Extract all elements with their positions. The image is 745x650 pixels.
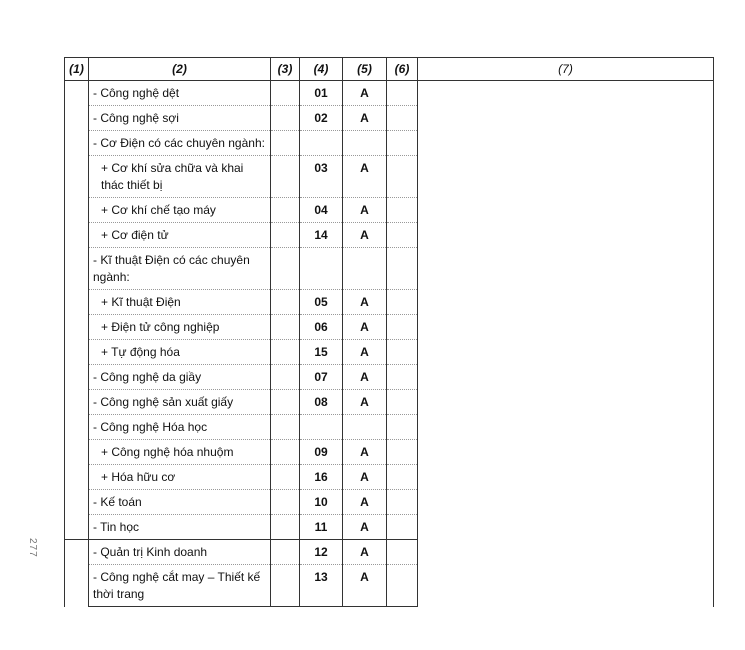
cell-col3 (271, 131, 300, 156)
cell-code: 06 (300, 315, 343, 340)
cell-program-name: - Công nghệ cắt may – Thiết kế thời trang (89, 565, 271, 607)
cell-col6 (387, 340, 418, 365)
cell-program-name: - Công nghệ Hóa học (89, 415, 271, 440)
cell-grade: A (343, 515, 387, 540)
cell-col6 (387, 465, 418, 490)
cell-program-name: + Công nghệ hóa nhuộm (89, 440, 271, 465)
cell-grade: A (343, 340, 387, 365)
cell-program-name: - Công nghệ da giầy (89, 365, 271, 390)
cell-code: 07 (300, 365, 343, 390)
cell-grade (343, 415, 387, 440)
cell-grade: A (343, 540, 387, 565)
cell-col6 (387, 131, 418, 156)
cell-col3 (271, 440, 300, 465)
cell-program-name: - Kế toán (89, 490, 271, 515)
cell-col3 (271, 340, 300, 365)
cell-col3 (271, 490, 300, 515)
cell-grade: A (343, 290, 387, 315)
cell-code: 12 (300, 540, 343, 565)
cell-col1 (65, 81, 89, 540)
cell-col3 (271, 223, 300, 248)
curriculum-table (64, 57, 714, 607)
cell-program-name: + Cơ khí sửa chữa và khai thác thiết bị (89, 156, 271, 198)
cell-col3 (271, 365, 300, 390)
page-number: 277 (27, 538, 38, 558)
cell-col3 (271, 156, 300, 198)
col-header-3: (3) (271, 58, 300, 81)
cell-program-name: - Kĩ thuật Điện có các chuyên ngành: (89, 248, 271, 290)
cell-grade: A (343, 198, 387, 223)
cell-code: 02 (300, 106, 343, 131)
cell-col3 (271, 81, 300, 106)
cell-col6 (387, 515, 418, 540)
cell-code: 11 (300, 515, 343, 540)
cell-grade: A (343, 465, 387, 490)
cell-col6 (387, 198, 418, 223)
cell-program-name: - Quản trị Kinh doanh (89, 540, 271, 565)
cell-col3 (271, 565, 300, 607)
cell-col6 (387, 290, 418, 315)
col-header-6: (6) (387, 58, 418, 81)
col-header-4: (4) (300, 58, 343, 81)
cell-program-name: + Cơ điện tử (89, 223, 271, 248)
cell-grade (343, 131, 387, 156)
cell-code (300, 131, 343, 156)
cell-grade: A (343, 156, 387, 198)
cell-col6 (387, 106, 418, 131)
cell-grade: A (343, 365, 387, 390)
cell-code: 05 (300, 290, 343, 315)
cell-col6 (387, 565, 418, 607)
cell-col3 (271, 290, 300, 315)
table-row (65, 81, 714, 106)
cell-program-name: - Công nghệ sợi (89, 106, 271, 131)
cell-program-name: - Cơ Điện có các chuyên ngành: (89, 131, 271, 156)
cell-grade: A (343, 390, 387, 415)
cell-col6 (387, 490, 418, 515)
cell-code: 01 (300, 81, 343, 106)
cell-code: 09 (300, 440, 343, 465)
cell-col6 (387, 248, 418, 290)
cell-code: 08 (300, 390, 343, 415)
cell-code: 16 (300, 465, 343, 490)
cell-program-name: - Công nghệ sản xuất giấy (89, 390, 271, 415)
cell-col6 (387, 315, 418, 340)
cell-col3 (271, 540, 300, 565)
header-row (65, 58, 714, 81)
cell-code: 13 (300, 565, 343, 607)
col-header-2: (2) (89, 58, 271, 81)
cell-col7 (418, 81, 714, 607)
cell-col3 (271, 390, 300, 415)
cell-col6 (387, 540, 418, 565)
col-header-7: (7) (418, 58, 714, 81)
cell-code (300, 415, 343, 440)
cell-code: 15 (300, 340, 343, 365)
cell-grade: A (343, 565, 387, 607)
cell-grade (343, 248, 387, 290)
cell-col6 (387, 440, 418, 465)
cell-col3 (271, 515, 300, 540)
cell-code: 03 (300, 156, 343, 198)
cell-program-name: + Kĩ thuật Điện (89, 290, 271, 315)
cell-program-name: - Công nghệ dệt (89, 81, 271, 106)
cell-grade: A (343, 81, 387, 106)
cell-col1 (65, 540, 89, 607)
cell-grade: A (343, 106, 387, 131)
cell-grade: A (343, 440, 387, 465)
cell-program-name: + Hóa hữu cơ (89, 465, 271, 490)
cell-col6 (387, 390, 418, 415)
cell-col3 (271, 248, 300, 290)
cell-col6 (387, 415, 418, 440)
cell-grade: A (343, 223, 387, 248)
cell-col3 (271, 415, 300, 440)
col-header-1: (1) (65, 58, 89, 81)
cell-col3 (271, 465, 300, 490)
cell-code: 14 (300, 223, 343, 248)
cell-grade: A (343, 315, 387, 340)
cell-grade: A (343, 490, 387, 515)
cell-col3 (271, 315, 300, 340)
cell-col6 (387, 365, 418, 390)
cell-col3 (271, 198, 300, 223)
cell-code: 10 (300, 490, 343, 515)
col-header-5: (5) (343, 58, 387, 81)
cell-code: 04 (300, 198, 343, 223)
cell-col6 (387, 156, 418, 198)
cell-program-name: + Điện tử công nghiệp (89, 315, 271, 340)
cell-col3 (271, 106, 300, 131)
cell-col6 (387, 223, 418, 248)
cell-program-name: + Cơ khí chế tạo máy (89, 198, 271, 223)
cell-program-name: - Tin học (89, 515, 271, 540)
cell-program-name: + Tự động hóa (89, 340, 271, 365)
cell-col6 (387, 81, 418, 106)
cell-code (300, 248, 343, 290)
